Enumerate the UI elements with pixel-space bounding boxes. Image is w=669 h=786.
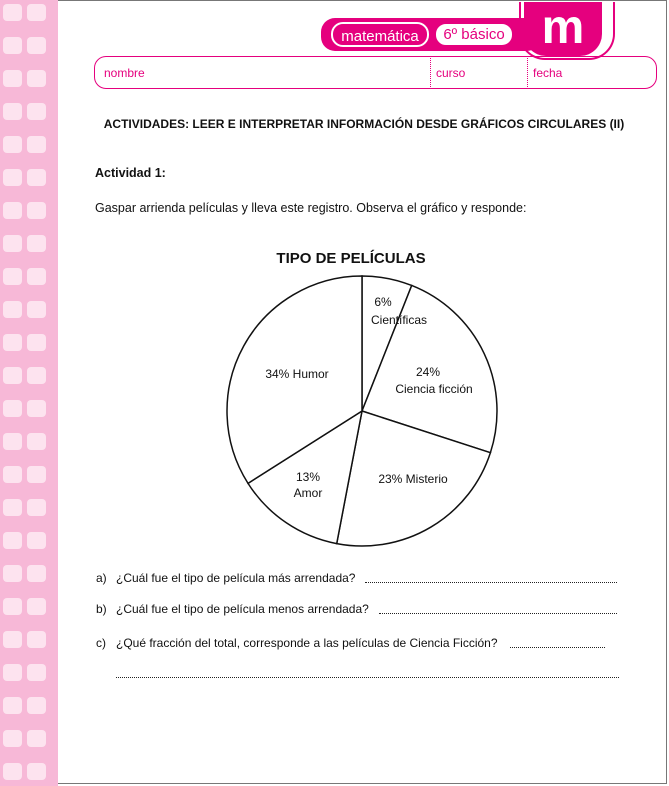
spiral-square (3, 697, 22, 714)
spiral-square (3, 631, 22, 648)
answer-line-b[interactable] (379, 613, 617, 614)
logo-m: m (524, 2, 602, 56)
answer-line-c[interactable] (510, 647, 605, 648)
pie-category-label: Científicas (370, 313, 428, 327)
spiral-square (27, 763, 46, 780)
question-marker: b) (96, 602, 107, 616)
date-field-label: fecha (533, 66, 563, 80)
spiral-square (27, 697, 46, 714)
spiral-square (27, 730, 46, 747)
question-marker: a) (96, 571, 107, 585)
name-field-label: nombre (104, 66, 145, 80)
pie-value-label: 13% (295, 470, 321, 484)
answer-line-a[interactable] (365, 582, 617, 583)
spiral-square (27, 631, 46, 648)
answer-line-c-continued[interactable] (116, 677, 619, 678)
question-text: ¿Cuál fue el tipo de película menos arrendada? (116, 602, 369, 616)
activity-heading: Actividad 1: (95, 166, 166, 180)
spiral-square (3, 763, 22, 780)
question-text: ¿Cuál fue el tipo de película más arrendada? (116, 571, 356, 585)
activity-intro: Gaspar arrienda películas y lleva este registro. Observa el gráfico y responde: (95, 201, 527, 215)
spiral-square (3, 730, 22, 747)
pie-category-label: Amor (293, 486, 323, 500)
subject-badge: matemática (331, 22, 429, 47)
spiral-square (3, 664, 22, 681)
document-title: ACTIVIDADES: LEER E INTERPRETAR INFORMACIÓN DESDE GRÁFICOS CIRCULARES (II) (103, 117, 625, 131)
question-c (96, 636, 498, 650)
chart-title: TIPO DE PELÍCULAS (276, 250, 426, 267)
pie-value-label: 6% (374, 295, 392, 309)
question-marker: c) (96, 636, 106, 650)
grade-badge: 6º básico (434, 22, 514, 47)
pie-value-label: 24% (415, 365, 441, 379)
pie-label: 34% Humor (265, 367, 329, 381)
spiral-square (27, 598, 46, 615)
question-a (96, 571, 355, 585)
question-text: ¿Qué fracción del total, corresponde a las películas de Ciencia Ficción? (116, 636, 498, 650)
spiral-square (3, 565, 22, 582)
pie-category-label: Ciencia ficción (395, 382, 473, 396)
question-b (96, 602, 369, 616)
spiral-square (27, 565, 46, 582)
spiral-square (3, 598, 22, 615)
course-field-label: curso (436, 66, 466, 80)
pie-label: 23% Misterio (378, 472, 448, 486)
spiral-square (27, 664, 46, 681)
